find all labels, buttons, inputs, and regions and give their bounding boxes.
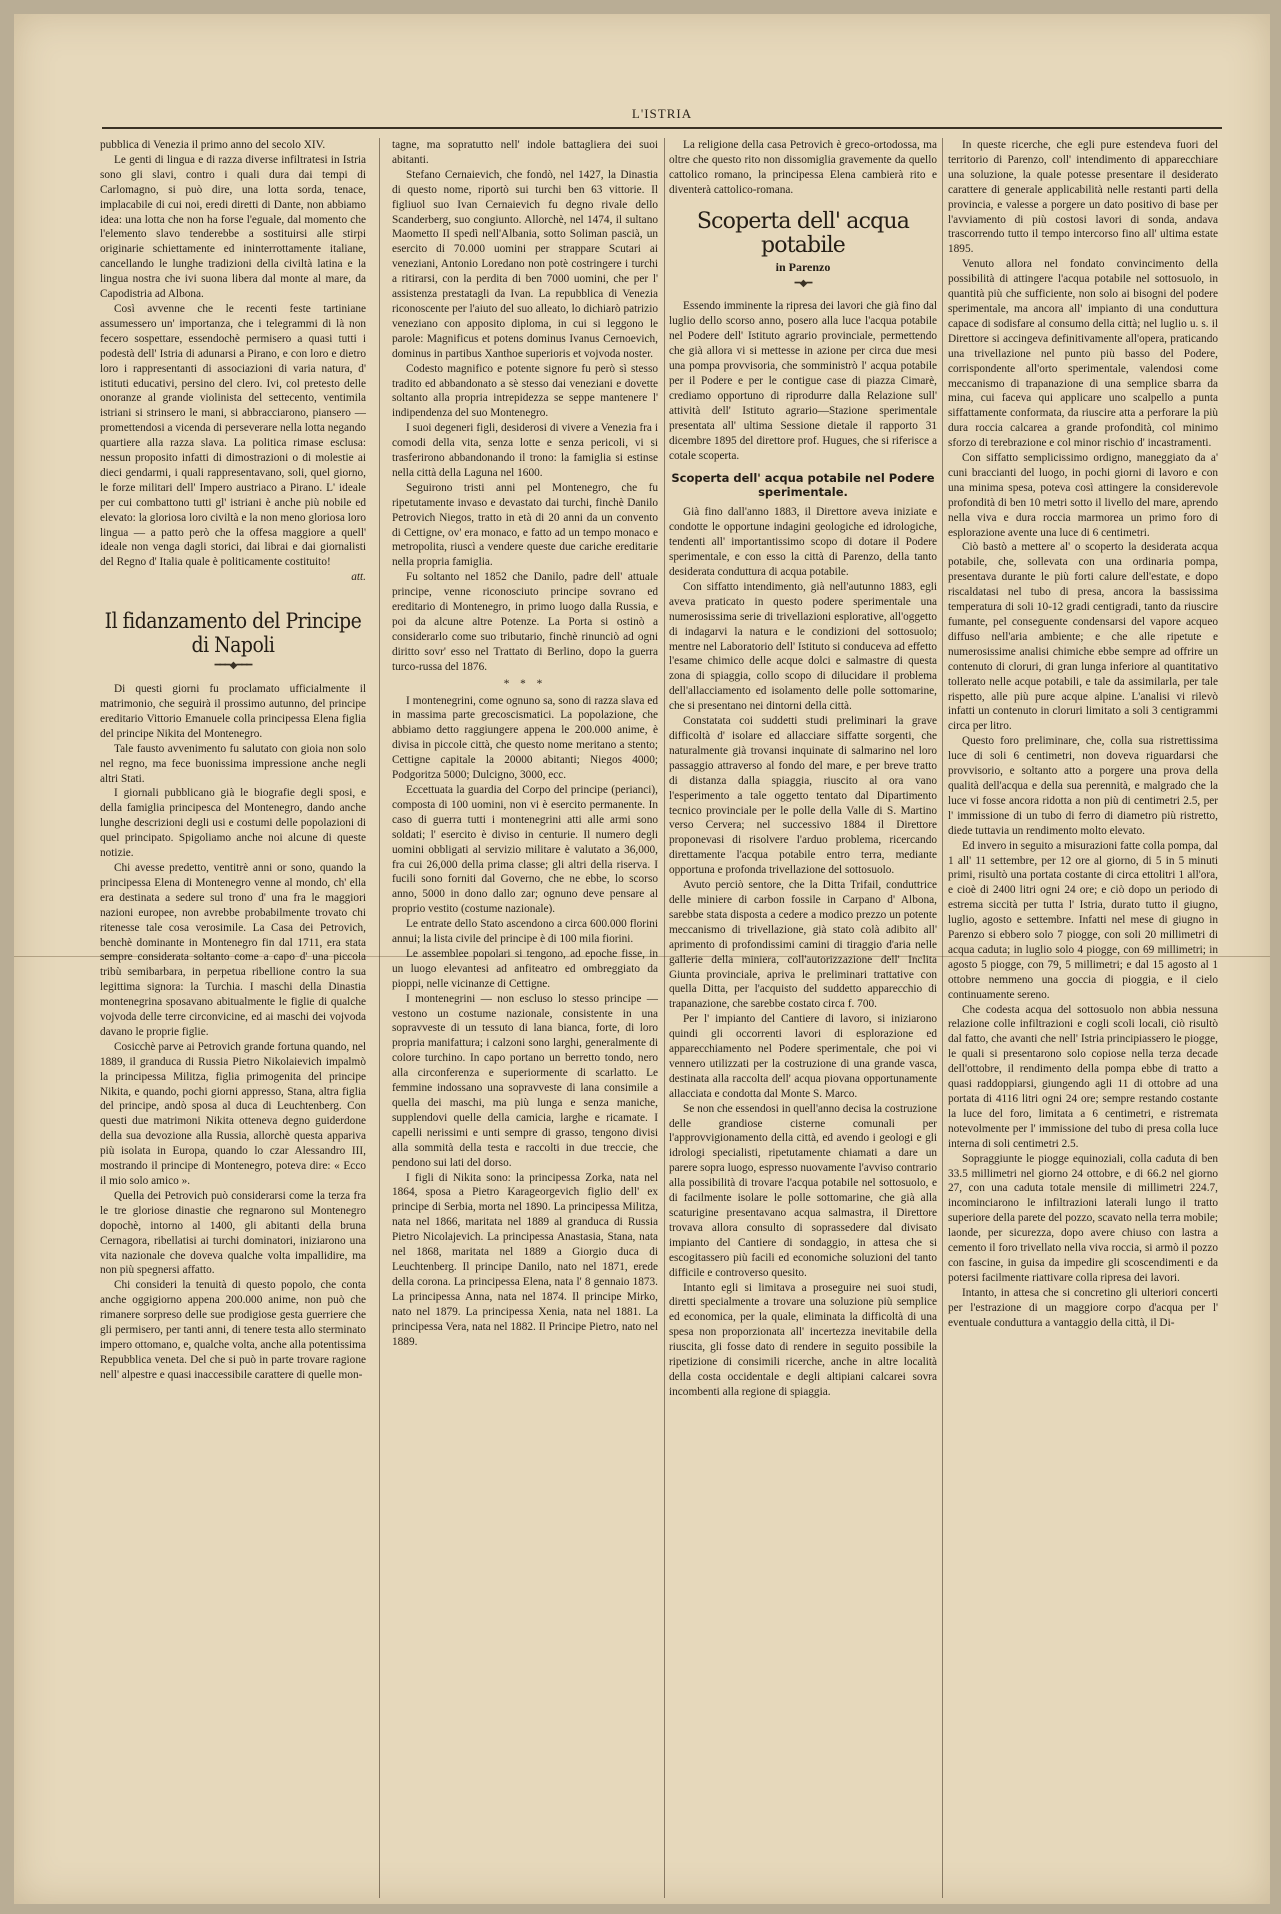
paragraph: Chi consideri la tenuità di questo popolo, che conta anche oggigiorno appena 200.000 anime, non può che rimanere sorpreso delle sue prodigiose gesta guerriere che gli permisero, per tanti anni, di tenere testa allo sterminato impero ottomano, e, qualche volta, anche alla potentissima Repubblica veneta. Del che si può in parte trovare ragione nell' alpestre e quasi inaccessibile carattere di quelle mon-	[100, 1279, 366, 1381]
paragraph: Che codesta acqua del sottosuolo non abbia nessuna relazione colle infiltrazioni e cogli scoli locali, ciò risultò dal fatto, che avanti che nell' Istria principiassero le piogge, le quali si presentarono solo copiose nella terza decade dell'ottobre, il rendimento della pompa ebbe di tratto a quasi raddoppiarsi, giungendo agli 11 di ottobre ad una portata di 4116 litri ogni 24 ore; sempre restando costante la luce del foro, limitata a 6 centimetri, e ristremata notevolmente per l' immissione del tubo di presa colla luce interna di soli centimetri 2.5.	[948, 1003, 1218, 1150]
column-4	[948, 138, 1218, 1898]
paragraph: Le genti di lingua e di razza diverse infiltratesi in Istria sono gli slavi, contro i quali dura dai tempi di Carlomagno, si può dire, una lotta sorda, tenace, implacabile di cui noi, eredi diretti di Dante, non abbiamo idea: una lotta che non ha forse l'eguale, dal momento che l'elemento slavo tenderebbe a sostituirsi alle stirpi originarie schiettamente ed ininterrottamente italiane, cancellando le lunghe tradizioni della civiltà latina e la lingua nostra che ivi suona libera dal monte al mare, da Capodistria ad Albona.	[100, 153, 366, 301]
paragraph: Stefano Cernaievich, che fondò, nel 1427, la Dinastia di questo nome, riportò sui turchi ben 63 vittorie. Il figliuol suo Ivan Cernaievich fu degno rivale dello Scanderberg, suo congiunto. Allorchè, nel 1474, il sultano Maometto II spedì nell'Albania, sotto Soliman pascià, un esercito di 70.000 uomini per strappare Scutari ai veneziani, Antonio Loredano non potè costringere i turchi a ritirarsi, con la perdita di ben 7000 uomini, che per l' assistenza prestatagli da Ivan. La repubblica di Venezia riconoscente per l'aiuto del suo alleato, lo dichiarò patrizio veneziano con apposito diploma, in cui si leggono le parole: Magnificus et potens dominus Ivanus Cernoevich, dominus in partibus Xanthoe superioris et vojvoda noster.	[392, 168, 658, 360]
column-2	[392, 138, 658, 1898]
column-rule	[379, 138, 380, 1898]
paragraph: La religione della casa Petrovich è greco-ortodossa, ma oltre che questo rito non dissomiglia gravemente da quello cattolico romano, la principessa Elena cambierà rito e diventerà cattolico-romana.	[669, 139, 937, 196]
paragraph: Codesto magnifico e potente signore fu però sì stesso tradito ed abbandonato a sè stesso dai veneziani e dovette soltanto alla propria intrepidezza se seppe mantenere l' indipendenza del suo Montenegro.	[392, 362, 658, 420]
paragraph: Constatata coi suddetti studi preliminari la grave difficoltà d' isolare ed allacciare siffatte sorgenti, che naturalmente già trovansi inquinate di salmarino nel loro passaggio attraverso al fondo del mare, e per breve tratto di distanza dalla spiaggia, riuscito al ora vano l'esperimento a tale oggetto tentato dal Dipartimento tecnico provinciale per le polle della Valle di S. Martino verso Cervera; nel successivo 1884 il Direttore proponevasi di risolvere l'arduo problema, ricercando direttamente l'acqua potabile entro terra, mediante opportuna e profonda trivellazione del sottosuolo.	[669, 715, 937, 877]
paragraph: Fu soltanto nel 1852 che Danilo, padre dell' attuale principe, venne riconosciuto principe sovrano ed ereditario di Montenegro, in primo luogo dalla Russia, e poi da alcune altre Potenze. La Porta si ostinò a considerarlo come suo tributario, finchè rinunciò ad ogni diritto sovr' esso nel Trattato di Berlino, dopo la guerra turco-russa del 1876.	[392, 571, 658, 673]
paragraph: Con siffatto semplicissimo ordigno, maneggiato da a' cuni braccianti del luogo, in pochi giorni di lavoro e con una minima spesa, poteva così attingere la considerevole profondità di ben 10 metri sotto il livello del mare, aprendo nella viva e dura roccia marmorea un primo foro di esplorazione avente una luce di 6 centimetri.	[948, 452, 1218, 539]
paragraph: Se non che essendosi in quell'anno decisa la costruzione delle grandiose cisterne comunali per l'approvvigionamento della città, ed avendo i geologi e gli idrologi specialisti, ripetutamente chiamati a dare un parere sopra luogo, espresso nuovamente l'avviso contrario alla possibilità di trovare l'acqua potabile nel sottosuolo, e di facilmente isolare le polle sottomarine, che già alla scaturigine presentavano acqua salmastra, il Direttore trovava allora consulto di soprassedere dal divisato impianto del Cantiere di sondaggio, in attesa che si escogitassero più facili ed economiche soluzioni del tanto difficile e controverso quesito.	[669, 1102, 937, 1279]
section-separator: * * *	[503, 677, 547, 690]
paragraph: Intanto egli si limitava a proseguire nei suoi studi, diretti specialmente a trovare una soluzione più semplice ed economica, per la quale, eliminata la difficoltà di una spesa non proporzionata all' incertezza inevitabile della riuscita, gli fosse dato di rendere in seguito possibile la ripetizione di consimili ricerche, anche in altre località della costa occidentale e degli altipiani calcarei sovra incombenti alla regione di spiaggia.	[669, 1281, 937, 1398]
paragraph: Sopraggiunte le piogge equinoziali, colla caduta di ben 33.5 millimetri nel giorno 24 ottobre, e di 66.2 nel giorno 27, con una caduta totale mensile di millimetri 224.7, incominciarono le infiltrazioni laterali lungo il tratto superiore della parete del pozzo, scavato nella terra mobile; laonde, per sicurezza, dopo avere chiuso con lastra a cemento il foro trivellato nella viva roccia, si armò il pozzo con fascine, in guisa da impedire gli scoscendimenti e da potersi facilmente riattivare colla ripresa dei lavori.	[948, 1152, 1218, 1284]
article-headline: Scoperta dell' acqua potabile	[696, 208, 910, 258]
column-3	[669, 138, 937, 1898]
paragraph: Venuto allora nel fondato convincimento della possibilità di attingere l'acqua potabile nel sottosuolo, in quantità più che sufficiente, non solo ai bisogni del podere sperimentale, ma ancora all' impianto di una conduttura capace di sodisfare al consumo della città; nel luglio u. s. il Direttore si accingeva definitivamente all'opera, praticando una trivellazione nel punto più basso del Podere, corrispondente all'orto sperimentale, valendosi come meccanismo di trapanazione di una semplice sbarra da mina, cui faceva qui applicare uno scalpello a punta siffattamente conformata, da riuscire atta a perforare la più dura roccia calcarea a grande profondità, col minimo sforzo di terebrazione e col minor rischio d' incastramenti.	[948, 258, 1218, 450]
paragraph: Di questi giorni fu proclamato ufficialmente il matrimonio, che seguirà il prossimo autunno, del principe ereditario Vittorio Emanuele colla principessa Elena figlia del principe Nikita del Montenegro.	[100, 683, 366, 740]
paragraph: I figli di Nikita sono: la principessa Zorka, nata nel 1864, sposa a Pietro Karageorgevich figlio dell' ex principe di Serbia, morta nel 1890. La principessa Militza, nata nel 1866, maritata nel 1889 al granduca di Russia Pietro Nicolajevich. La principessa Anastasia, Stana, nata nel 1868, maritata nel 1889 a Giorgio duca di Leuchtenberg. Il principe Danilo, nato nel 1871, erede della corona. La principessa Elena, nata l' 8 gennaio 1873. La principessa Anna, nata nel 1874. Il principe Mirko, nato nel 1879. La principessa Xenia, nata nel 1881. La principessa Vera, nata nel 1882. Il Principe Pietro, nato nel 1889.	[392, 1171, 658, 1348]
paragraph: Già fino dall'anno 1883, il Direttore aveva iniziate e condotte le opportune indagini geologiche ed idrologiche, tendenti all' importantissimo scopo di dotare il Podere sperimentale, e con esso la città di Parenzo, della tanto desiderata conduttura di acqua potabile.	[669, 506, 937, 579]
section-heading: Scoperta dell' acqua potabile nel Podere sperimentale.	[671, 471, 935, 500]
article-headline: Il fidanzamento del Principe di Napoli	[104, 609, 362, 658]
column-rule	[942, 138, 943, 1898]
paragraph: Le entrate dello Stato ascendono a circa 600.000 florini annui; la lista civile del principe è di 100 mila fiorini.	[392, 918, 658, 946]
paragraph: Quella dei Petrovich può considerarsi come la terza fra le tre gloriose dinastie che regnarono sul Montenegro dopochè, intorno al 1400, gli abitanti della bruna Cernagora, ribellatisi ai turchi dominatori, iniziarono una vita nazionale che doveva qualche volta impallidire, ma non più spegnersi affatto.	[100, 1189, 366, 1277]
ornament-divider: ━◆━	[794, 277, 812, 289]
paragraph: Con siffatto intendimento, già nell'autunno 1883, egli aveva praticato in questo podere sperimentale una numerosissima serie di trivellazioni esplorative, all'oggetto di indagarvi la natura e le condizioni del sottosuolo; mentre nel Laboratorio dell' Istituto si conduceva ad effetto l'esame chimico delle acque dolci e salmastre di questa zona di spiaggia, collo scopo di dilucidare il problema dell'allacciamento ed isolamento delle polle sottomarine, che si presentano nei dintorni della città.	[669, 580, 937, 713]
header-rule	[102, 127, 1222, 129]
paragraph: Avuto perciò sentore, che la Ditta Trifail, conduttrice delle miniere di carbon fossile in Carpano d' Albona, sarebbe stata disposta a cedere a modico prezzo un potente meccanismo di trivellazione, già stato colà adibito all' aprimento di profondissimi camini di tiraggio d'aria nelle gallerie della miniera, coll'autorizzazione dell' Inclita Giunta provinciale, apriva le preliminari trattative con quella Ditta, per l'acquisto del suddetto apparecchio di trapanazione, che sarebbe costato circa f. 700.	[669, 879, 937, 1011]
paragraph: I montenegrini, come ognuno sa, sono di razza slava ed in massima parte grecoscismatici. La popolazione, che abbiamo detto raggiungere appena le 200.000 anime, è divisa in piccole città, che questo nome meritano a stento; Cettigne capitale la 20000 abitanti; Niegos 4000; Podgoritza 5000; Dulcigno, 3000, ecc.	[392, 694, 658, 782]
paragraph: I suoi degeneri figli, desiderosi di vivere a Venezia fra i comodi della vita, senza lotte e senza pericoli, vi si trasferirono abbandonando il trono: la famiglia si estinse nella città della Laguna nel 1600.	[392, 422, 658, 479]
paragraph: In queste ricerche, che egli pure estendeva fuori del territorio di Parenzo, coll' intendimento di apparecchiare una soluzione, la quale potesse presentare il desiderato carattere di generale applicabilità nelle restanti parti della provincia, e valesse a porgere un dato positivo di base per l'avviamento di più costosi lavori di sonda, andava trascorrendo tutto il tempo intercorso fino all' ultima estate 1895.	[948, 139, 1218, 256]
paragraph: tagne, ma sopratutto nell' indole battagliera dei suoi abitanti.	[392, 139, 658, 166]
newspaper-page	[14, 14, 1270, 1904]
paragraph: Così avvenne che le recenti feste tartiniane assumessero un' importanza, che i telegrammi di là non fecero sospettare, essendochè permisero a quasi tutti i podestà dell' Istria di adunarsi a Pirano, e con loro e dietro loro i rappresentanti di associazioni di varia natura, d' istituti educativi, persino del clero. Ivi, col pretesto delle onoranze al grande violinista del settecento, ventimila istriani si strinsero le mani, si abbracciarono, piansero — promettendosi a vicenda di perseverare nella lotta negando quartiere alla razza slava. La politica rimase esclusa: nessun proposito infatti di dimostrazioni o di molestie ai dieci gendarmi, i quali rappresentavano, soli, quel giorno, le forze militari dell' Impero austriaco a Pirano. L' ideale per cui combattono tutti gl' istriani è anche più nobile ed elevato: la gloriosa loro civiltà e la non meno gloriosa loro lingua — a patto però che la offesa maggiore a quell' ideale non venga dagli storici, dai librai e dai giornalisti del Regno d' Italia quale è politicamente costituito!	[100, 302, 366, 569]
paragraph: I montenegrini — non escluso lo stesso principe — vestono un costume nazionale, consistente in una sopravveste di un tessuto di lana bianca, forte, di loro propria manifattura; i calzoni sono larghi, generalmente di colore turchino. In capo portano un berretto tondo, nero alla circonferenza e superiormente di scarlatto. Le femmine indossano una sopravveste di lana consimile a quella dei maschi, ma più lunga e senza maniche, supplendovi quelle della camicia, larghe e ricamate. I capelli nerissimi e unti sempre di grasso, tengono divisi alla sommità della testa e raccolti in due treccie, che pendono sui lati del dorso.	[392, 992, 658, 1169]
column-rule	[664, 138, 665, 1898]
paragraph: Ciò bastò a mettere al' o scoperto la desiderata acqua potabile, che, sollevata con una ordinaria pompa, presentava durante le più forti calure dell'estate, e dopo riscaldatasi nel tubo di presa, ancora la bassissima temperatura di soli 10-12 gradi centigradi, tanto da riuscire fumante, pel conseguente condensarsi del vapore acqueo diffuso nell'aria ambiente; e che alle ripetute e numerosissime analisi chimiche ebbe sempre ad offrire un contenuto di cloruri, di gran lunga inferiore al quantitativo tollerato nelle acque potabili, e tale da assimilarla, per tale rispetto, alle più pure acque alpine. L'analisi vi rilevò infatti un contenuto in cloruri limitato a soli 3 centigrammi circa per litro.	[948, 541, 1218, 733]
paragraph: Questo foro preliminare, che, colla sua ristrettissima luce di soli 6 centimetri, non doveva riguardarsi che provvisorio, e soltanto atto a porgere una prova della qualità dell'acqua e della sua perennità, e malgrado che la luce vi fosse ancora ridotta a non più di centimetri 2.5, per l' immissione di un tubo di ferro di diametro più ristretto, diede tuttavia un rendimento molto elevato.	[948, 735, 1218, 837]
paragraph: Chi avesse predetto, ventitrè anni or sono, quando la principessa Elena di Montenegro venne al mondo, ch' ella era destinata a sedere sul trono d' una fra le maggiori nazioni europee, non avrebbe probabilmente trovato chi ritenesse tale cosa verosimile. La Casa dei Petrovich, benchè dominante in Montenegro fin dal 1711, era stata sempre considerata soltanto come a capo d' una piccola tribù semibarbara, in perpetua ribellione contro la sua legittima signora: la Turchia. I maschi della Dinastia montenegrina sposavano abitualmente le figlie di qualche vojvoda delle terre circonvicine, ed ai maschi dei vojvoda davano le proprie figlie.	[100, 861, 366, 1038]
ornament-divider: ━━━◆━━━	[214, 660, 252, 672]
paragraph: I giornali pubblicano già le biografie degli sposi, e della famiglia principesca del Montenegro, dando anche lunghe descrizioni degli usi e costumi delle popolazioni di quel principato. Spigoliamo anche noi alcune di queste notizie.	[100, 787, 366, 860]
paragraph: Tale fausto avvenimento fu salutato con gioia non solo nel regno, ma fece buonissima impressione anche negli altri Stati.	[100, 742, 366, 785]
article-subheadline: in Parenzo	[775, 259, 831, 274]
paragraph: Intanto, in attesa che si concretino gli ulteriori concerti per l'estrazione di un maggiore corpo d'acqua per l' eventuale conduttura a vantaggio della città, il Di-	[948, 1286, 1218, 1329]
article-signature: att.	[351, 571, 366, 584]
paragraph: Seguirono tristi anni pel Montenegro, che fu ripetutamente invaso e devastato dai turchi, finchè Danilo Petrovich Niegos, tratto in età di 20 anni da un convento di Cettigne, ov' era monaco, e fatto ad un tempo monaco e metropolita, riuscì a vendere queste due cariche ereditarie nella propria famiglia.	[392, 481, 658, 569]
paragraph: pubblica di Venezia il primo anno del secolo XIV.	[100, 139, 326, 151]
column-1	[100, 138, 366, 1898]
paragraph: Ed invero in seguito a misurazioni fatte colla pompa, dal 1 all' 11 settembre, per 12 ore al giorno, di 5 in 5 minuti primi, risultò una portata costante di circa ettolitri 1 all'ora, e cioè di 2400 litri ogni 24 ore; e ciò dopo un periodo di estrema siccità per tutta l' Istria, durato tutto il giugno, luglio, agosto e settembre. Infatti nel mese di giugno in Parenzo si ebbero solo 7 piogge, con soli 20 millimetri di acqua caduta; in luglio solo 4 piogge, con 69 millimetri; in agosto 5 piogge, con 79, 5 millimetri; e dal 15 agosto al 1 ottobre nemmeno una goccia di pioggia, e il cielo continuamente sereno.	[948, 839, 1218, 1001]
paragraph: Essendo imminente la ripresa dei lavori che già fino dal luglio dello scorso anno, posero alla luce l'acqua potabile nel Podere dell' Istituto agrario provinciale, permettendo che già allora vi si mettesse in azione per circa due mesi una pompa provvisoria, che somministrò l' acqua potabile per il Podere e per le contigue case di piazza Cimarè, crediamo opportuno di riprodurre dalla Relazione sull' attività dell' Istituto agrario—Stazione sperimentale presentata all' ultima Sessione dietale il rapporto 31 dicembre 1895 del direttore prof. Hugues, che si riferisce a cotale scoperta.	[669, 300, 937, 462]
paragraph: Cosicchè parve ai Petrovich grande fortuna quando, nel 1889, il granduca di Russia Pietro Nikolaievich impalmò la principessa Militza, figlia primogenita del principe Nikita, e quando, pochi giorni appresso, Stana, altra figlia del principe, andò sposa al duca di Leuchtenberg. Con questi due matrimoni Nikita otteneva degno guiderdone della sua devozione alla Russia, allorchè questa appariva più isolata in Europa, quando lo czar Alessandro III, mostrando il principe di Montenegro, poteva dire: « Ecco il mio solo amico ».	[100, 1040, 366, 1187]
paragraph: Le assemblee popolari si tengono, ad epoche fisse, in un luogo elevantesi ad anfiteatro ed ombreggiato da pioppi, nelle vicinanze di Cettigne.	[392, 947, 658, 990]
page-header-title: L'ISTRIA	[631, 106, 693, 121]
paragraph: Eccettuata la guardia del Corpo del principe (perianci), composta di 100 uomini, non vi è esercito permanente. In caso di guerra tutti i montenegrini atti alle armi sono soldati; l' esercito è diviso in centurie. Il numero degli uomini obbligati al servizio militare è valutato a 36,000, fra cui 26,000 della prima classe; gli altri della riserva. I fucili sono forniti dal Governo, che ne ebbe, lo scorso anno, 5000 in dono dallo zar; ognuno deve pensare al proprio vestito (costume nazionale).	[392, 783, 658, 916]
paragraph: Per l' impianto del Cantiere di lavoro, si iniziarono quindi gli occorrenti lavori di esplorazione ed apparecchiamento nel Podere sperimentale, che poi vi vennero utilizzati per la costruzione di una grande vasca, destinata alla raccolta dell' acqua piovana opportunamente allacciata e condotta dal Monte S. Marco.	[669, 1013, 937, 1100]
